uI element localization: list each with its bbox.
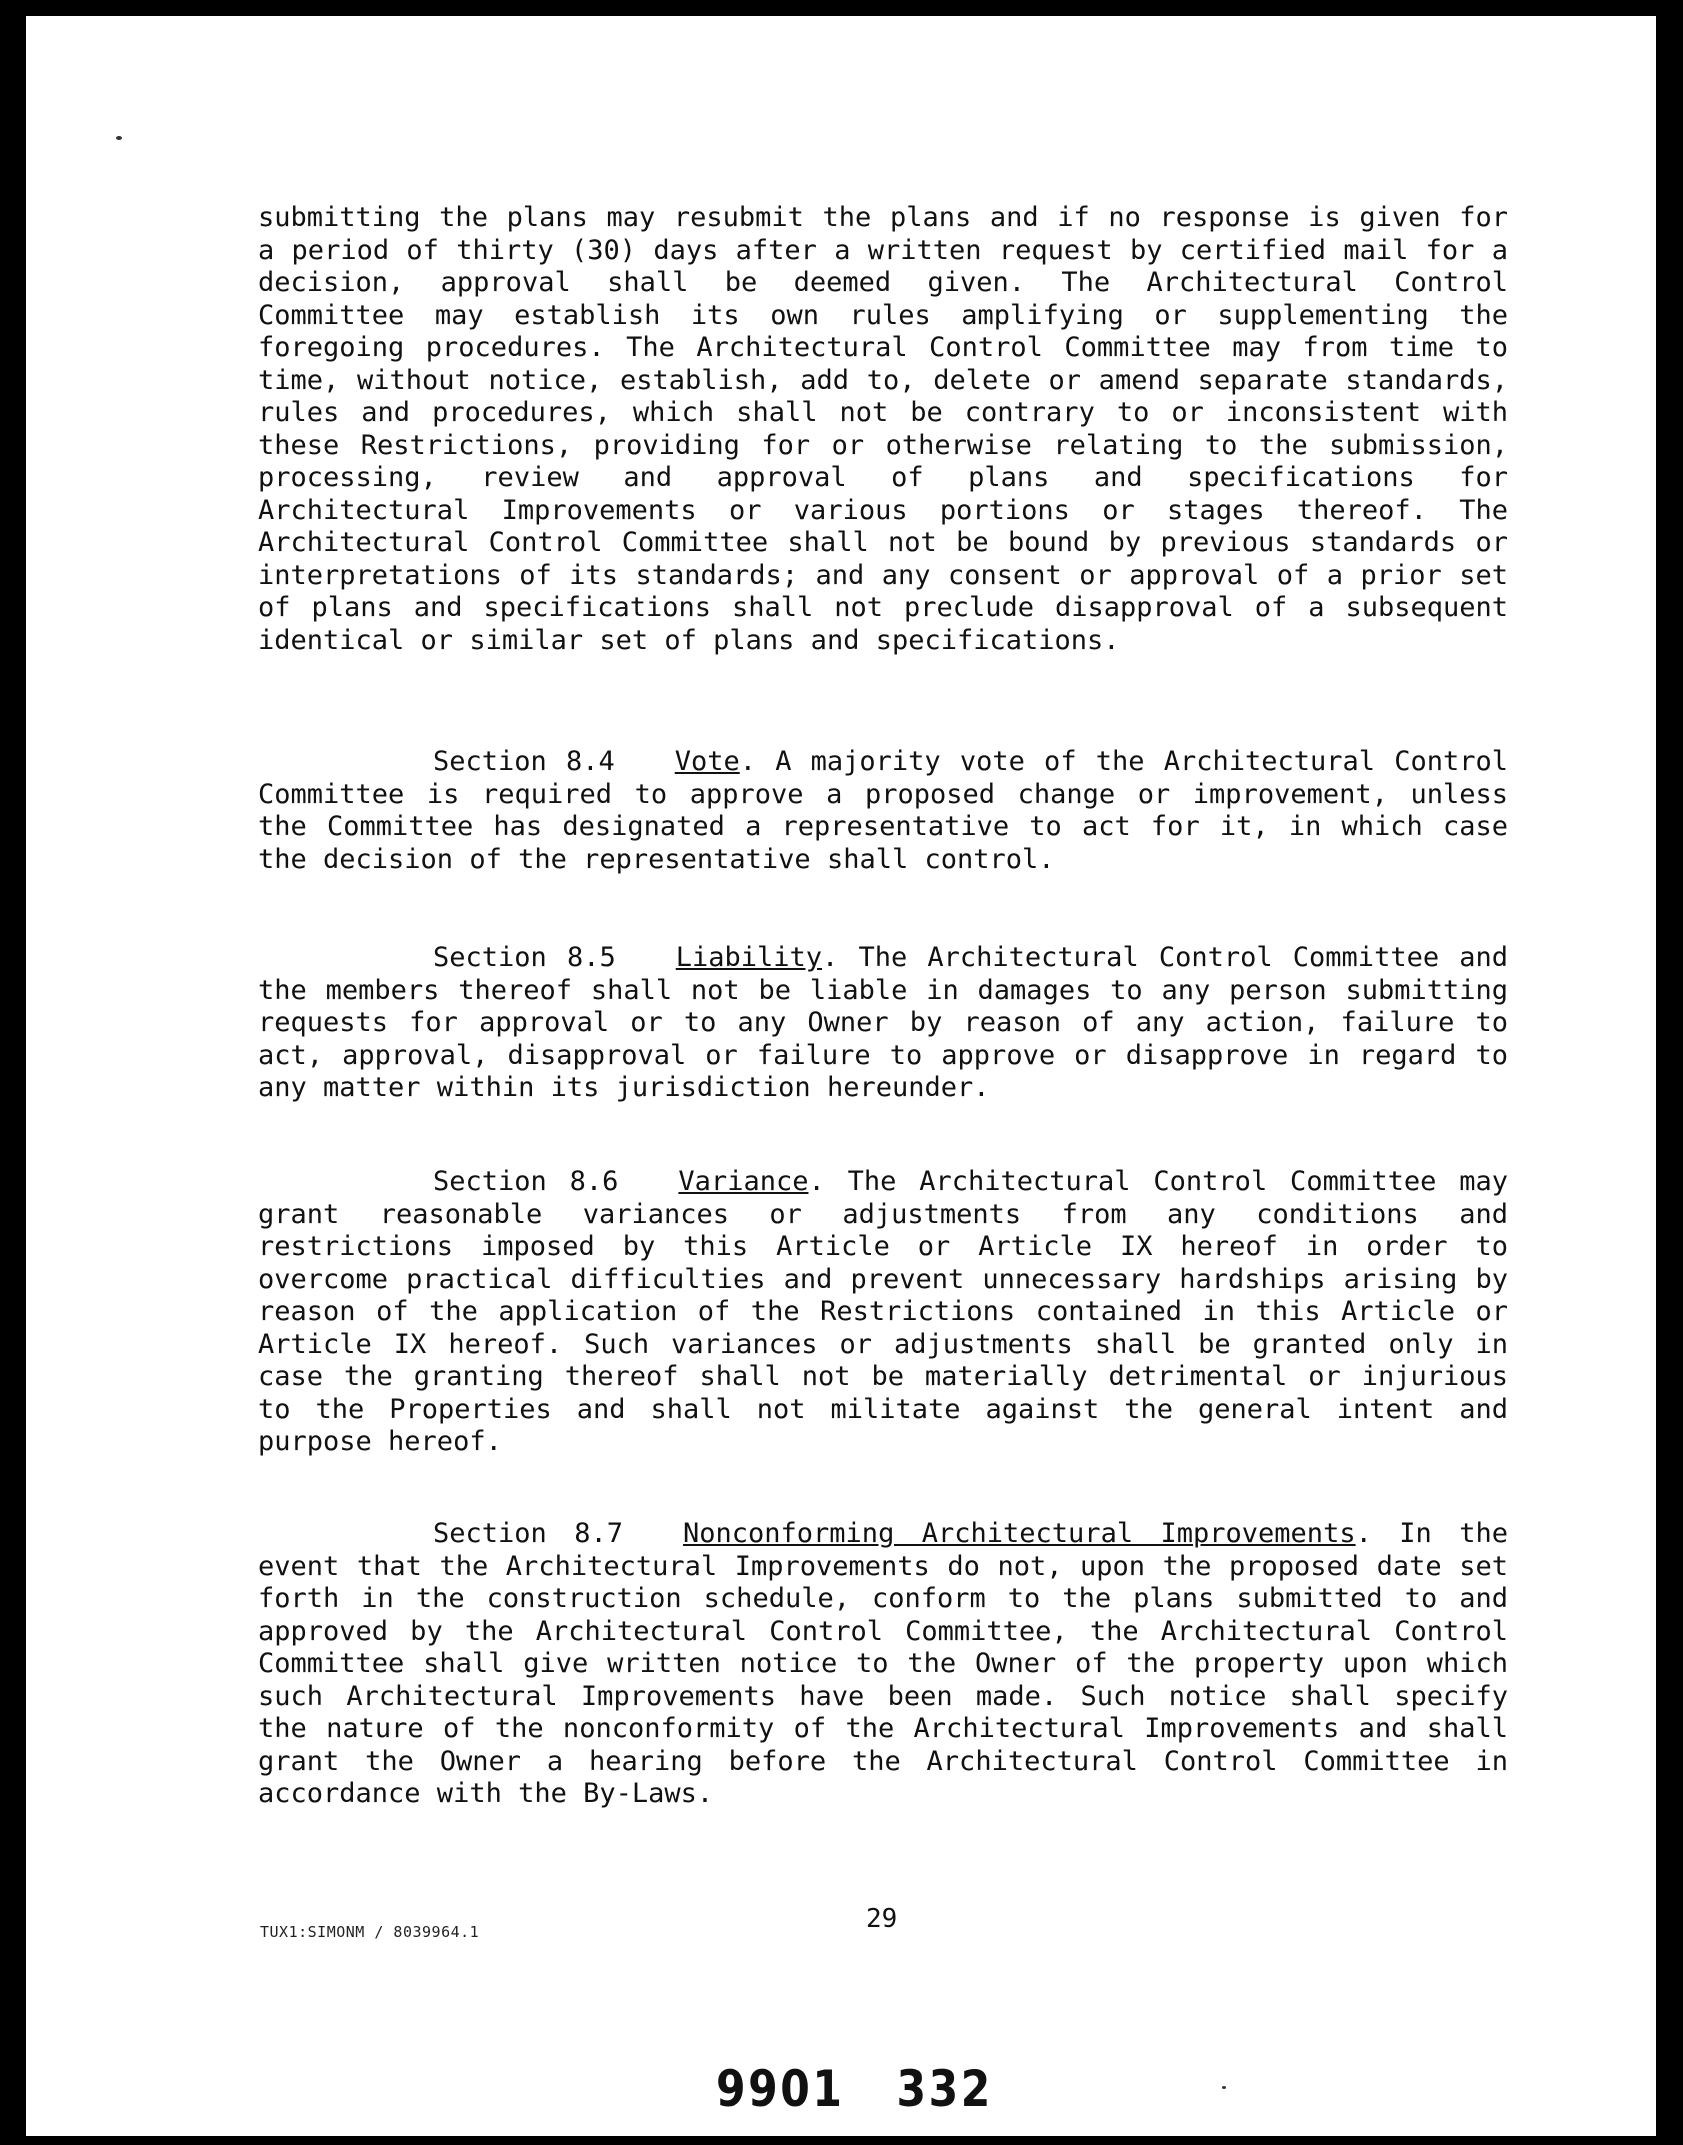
section-body: A majority vote of the Architectural Control Committee is required to approve a proposed change or improvement, unless the Committee has designated a representative to act for it, in which case the decision of the representative shall control. xyxy=(258,746,1508,875)
continued-paragraph xyxy=(258,202,1508,657)
section-title: Liability xyxy=(675,942,823,973)
continued-paragraph-text: submitting the plans may resubmit the plans and if no response is given for a period of thirty (30) days after a written request by certified mail for a decision, approval shall be deemed given. The Architectural Control Committee may establish its own rules amplifying or supplementing the foregoing procedures. The Architectural Control Committee may from time to time, without notice, establish, add to, delete or amend separate standards, rules and procedures, which shall not be contrary to or inconsistent with these Restrictions, providing for or otherwise relating to the submission, processing, review and approval of plans and specifications for Architectural Improvements or various portions or stages thereof. The Architectural Control Committee shall not be bound by previous standards or interpretations of its standards; and any consent or approval of a prior set of plans and specifications shall not preclude disapproval of a subsequent identical or similar set of plans and specifications. xyxy=(258,202,1508,656)
section-body: The Architectural Control Committee and the members thereof shall not be liable in damages to any person submitting requests for approval or to any Owner by reason of any action, failure to act, approval, disapproval or failure to approve or disapprove in regard to any matter within its jurisdiction hereunder. xyxy=(258,942,1509,1103)
section-8-6: Section 8.6 Variance. The Architectural Control Committee may grant reasonable variances or adjustments from any conditions and restrictions imposed by this Article or Article IX hereof in order to overcome practical difficulties and prevent unnecessary hardships arising by reason of the application of the Restrictions contained in this Article or Article IX hereof. Such variances or adjustments shall be granted only in case the granting thereof shall not be materially detrimental or injurious to the Properties and shall not militate against the general intent and purpose hereof. xyxy=(258,1166,1508,1457)
section-body: In the event that the Architectural Improvements do not, upon the proposed date set forth in the construction schedule, conform to the plans submitted to and approved by the Architectural Control Committee, the Architectural Control Committee shall give written notice to the Owner of the property upon which such Architectural Improvements have been made. Such notice shall specify the nature of the nonconformity of the Architectural Improvements and shall grant the Owner a hearing before the Architectural Control Committee in accordance with the By-Laws. xyxy=(258,1518,1508,1809)
section-title: Variance xyxy=(678,1166,809,1197)
section-8-4: Section 8.4 Vote. A majority vote of the Architectural Control Committee is required to approve a proposed change or improvement, unless the Committee has designated a representative to act for it, in which case the decision of the representative shall control. xyxy=(258,746,1508,875)
section-8-7: Section 8.7 Nonconforming Architectural Improvements. In the event that the Architectural Improvements do not, upon the proposed date set forth in the construction schedule, conform to the plans submitted to and approved by the Architectural Control Committee, the Architectural Control Committee shall give written notice to the Owner of the property upon which such Architectural Improvements have been made. Such notice shall specify the nature of the nonconformity of the Architectural Improvements and shall grant the Owner a hearing before the Architectural Control Committee in accordance with the By-Laws. xyxy=(258,1518,1508,1809)
section-number: Section 8.4 xyxy=(433,746,615,777)
section-number: Section 8.6 xyxy=(433,1166,619,1197)
section-8-5: Section 8.5 Liability. The Architectural Control Committee and the members thereof shall not be liable in damages to any person submitting requests for approval or to any Owner by reason of any action, failure to act, approval, disapproval or failure to approve or disapprove in regard to any matter within its jurisdiction hereunder. xyxy=(258,942,1509,1103)
section-body: The Architectural Control Committee may grant reasonable variances or adjustments from any conditions and restrictions imposed by this Article or Article IX hereof in order to overcome practical difficulties and prevent unnecessary hardships arising by reason of the application of the Restrictions contained in this Article or Article IX hereof. Such variances or adjustments shall be granted only in case the granting thereof shall not be materially detrimental or injurious to the Properties and shall not militate against the general intent and purpose hereof. xyxy=(258,1166,1508,1457)
section-number: Section 8.5 xyxy=(433,942,616,973)
section-number: Section 8.7 xyxy=(433,1518,623,1549)
document-page xyxy=(26,16,1656,2136)
footer-document-id: TUX1:SIMONM / 8039964.1 xyxy=(260,1923,480,1941)
page-number: 29 xyxy=(866,1904,898,1934)
bates-stamp: 9901 332 xyxy=(716,2060,993,2118)
section-title: Nonconforming Architectural Improvements xyxy=(683,1518,1356,1549)
section-title: Vote xyxy=(674,746,740,777)
scan-speck xyxy=(1222,2086,1226,2089)
scan-speck xyxy=(116,136,122,140)
